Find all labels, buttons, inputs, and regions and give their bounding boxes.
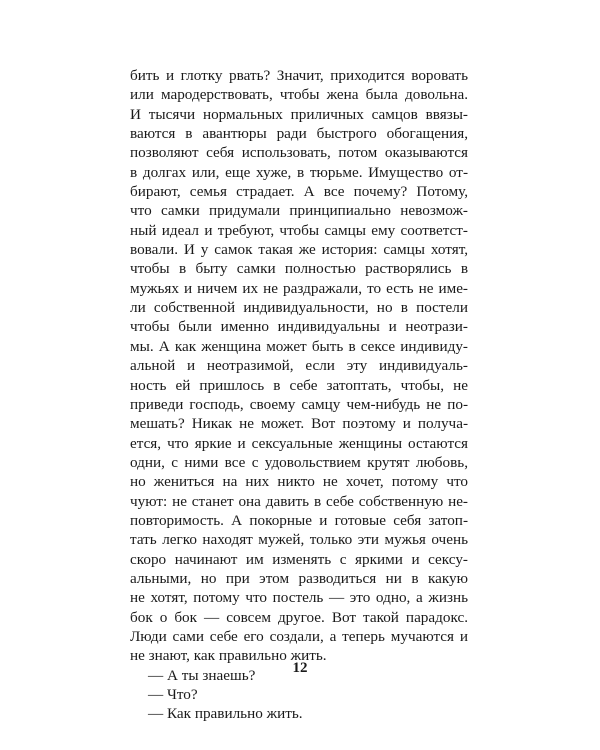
- text-line: что самки придумали принципиально невозмож-: [130, 202, 468, 220]
- text-line: но жениться на них никто не хочет, потому что: [130, 473, 468, 491]
- text-line: бить и глотку рвать? Значит, приходится воровать: [130, 67, 468, 84]
- dialog-line: — Как правильно жить.: [148, 705, 303, 723]
- dialog-line: — Что?: [148, 686, 198, 703]
- text-line: чуют: не станет она давить в себе собственную не-: [130, 492, 468, 510]
- text-line: альной и неотразимой, если эту индивидуаль-: [130, 357, 468, 375]
- text-line: ли собственной индивидуальности, но в постели: [130, 299, 468, 317]
- text-line: вовали. И у самок такая же история: самцы хотят,: [130, 241, 468, 259]
- text-line: бок о бок — совсем другое. Вот такой парадокс.: [130, 608, 468, 626]
- page-number: 12: [292, 660, 308, 676]
- text-line: скоро начинают им изменять с яркими и сексу-: [130, 550, 468, 568]
- text-line: позволяют себя использовать, потом оказываются: [130, 144, 468, 162]
- text-line: ется, что яркие и сексуальные женщины остаются: [130, 434, 468, 452]
- text-line: альными, но при этом разводиться ни в какую: [130, 569, 468, 587]
- text-line: в долгах или, еще хуже, в тюрьме. Имущество от-: [130, 163, 468, 181]
- text-line: ный идеал и требуют, чтобы самцы ему соответст-: [130, 221, 468, 239]
- text-line: мешать? Никак не может. Вот поэтому и получа-: [130, 415, 468, 433]
- text-line: И тысячи нормальных приличных самцов ввязы-: [130, 105, 468, 123]
- text-line: одни, с ними все с удовольствием крутят любовь,: [130, 453, 468, 471]
- text-line: чтобы были именно индивидуальны и неотрази-: [130, 318, 468, 336]
- text-line: мы. А как женщина может быть в сексе индивиду-: [130, 337, 468, 355]
- text-line: или мародерствовать, чтобы жена была довольна.: [130, 86, 468, 104]
- text-line: не знают, как правильно жить.: [130, 647, 327, 665]
- text-line: мужьях и ничем их не раздражали, то есть не име-: [130, 279, 468, 297]
- text-line: бирают, семья страдает. А все почему? Потому,: [130, 183, 468, 201]
- text-line: Люди сами себе его создали, а теперь мучаются и: [130, 627, 468, 645]
- dialog-line: — А ты знаешь?: [148, 666, 256, 684]
- text-line: приведи господь, своему самцу чем-нибудь не по-: [130, 395, 468, 413]
- text-line: не хотят, потому что постель — это одно, а жизнь: [130, 589, 468, 607]
- text-line: чтобы в быту самки полностью растворялись в: [130, 260, 468, 278]
- body-text: [130, 66, 468, 724]
- text-line: ность ей пришлось в себе затоптать, чтобы, не: [130, 376, 468, 394]
- text-line: ваются в авантюры ради быстрого обогащения,: [130, 125, 468, 143]
- text-line: тать легко находят мужей, только эти мужья очень: [130, 531, 468, 549]
- text-line: повторимость. А покорные и готовые себя затоп-: [130, 511, 468, 529]
